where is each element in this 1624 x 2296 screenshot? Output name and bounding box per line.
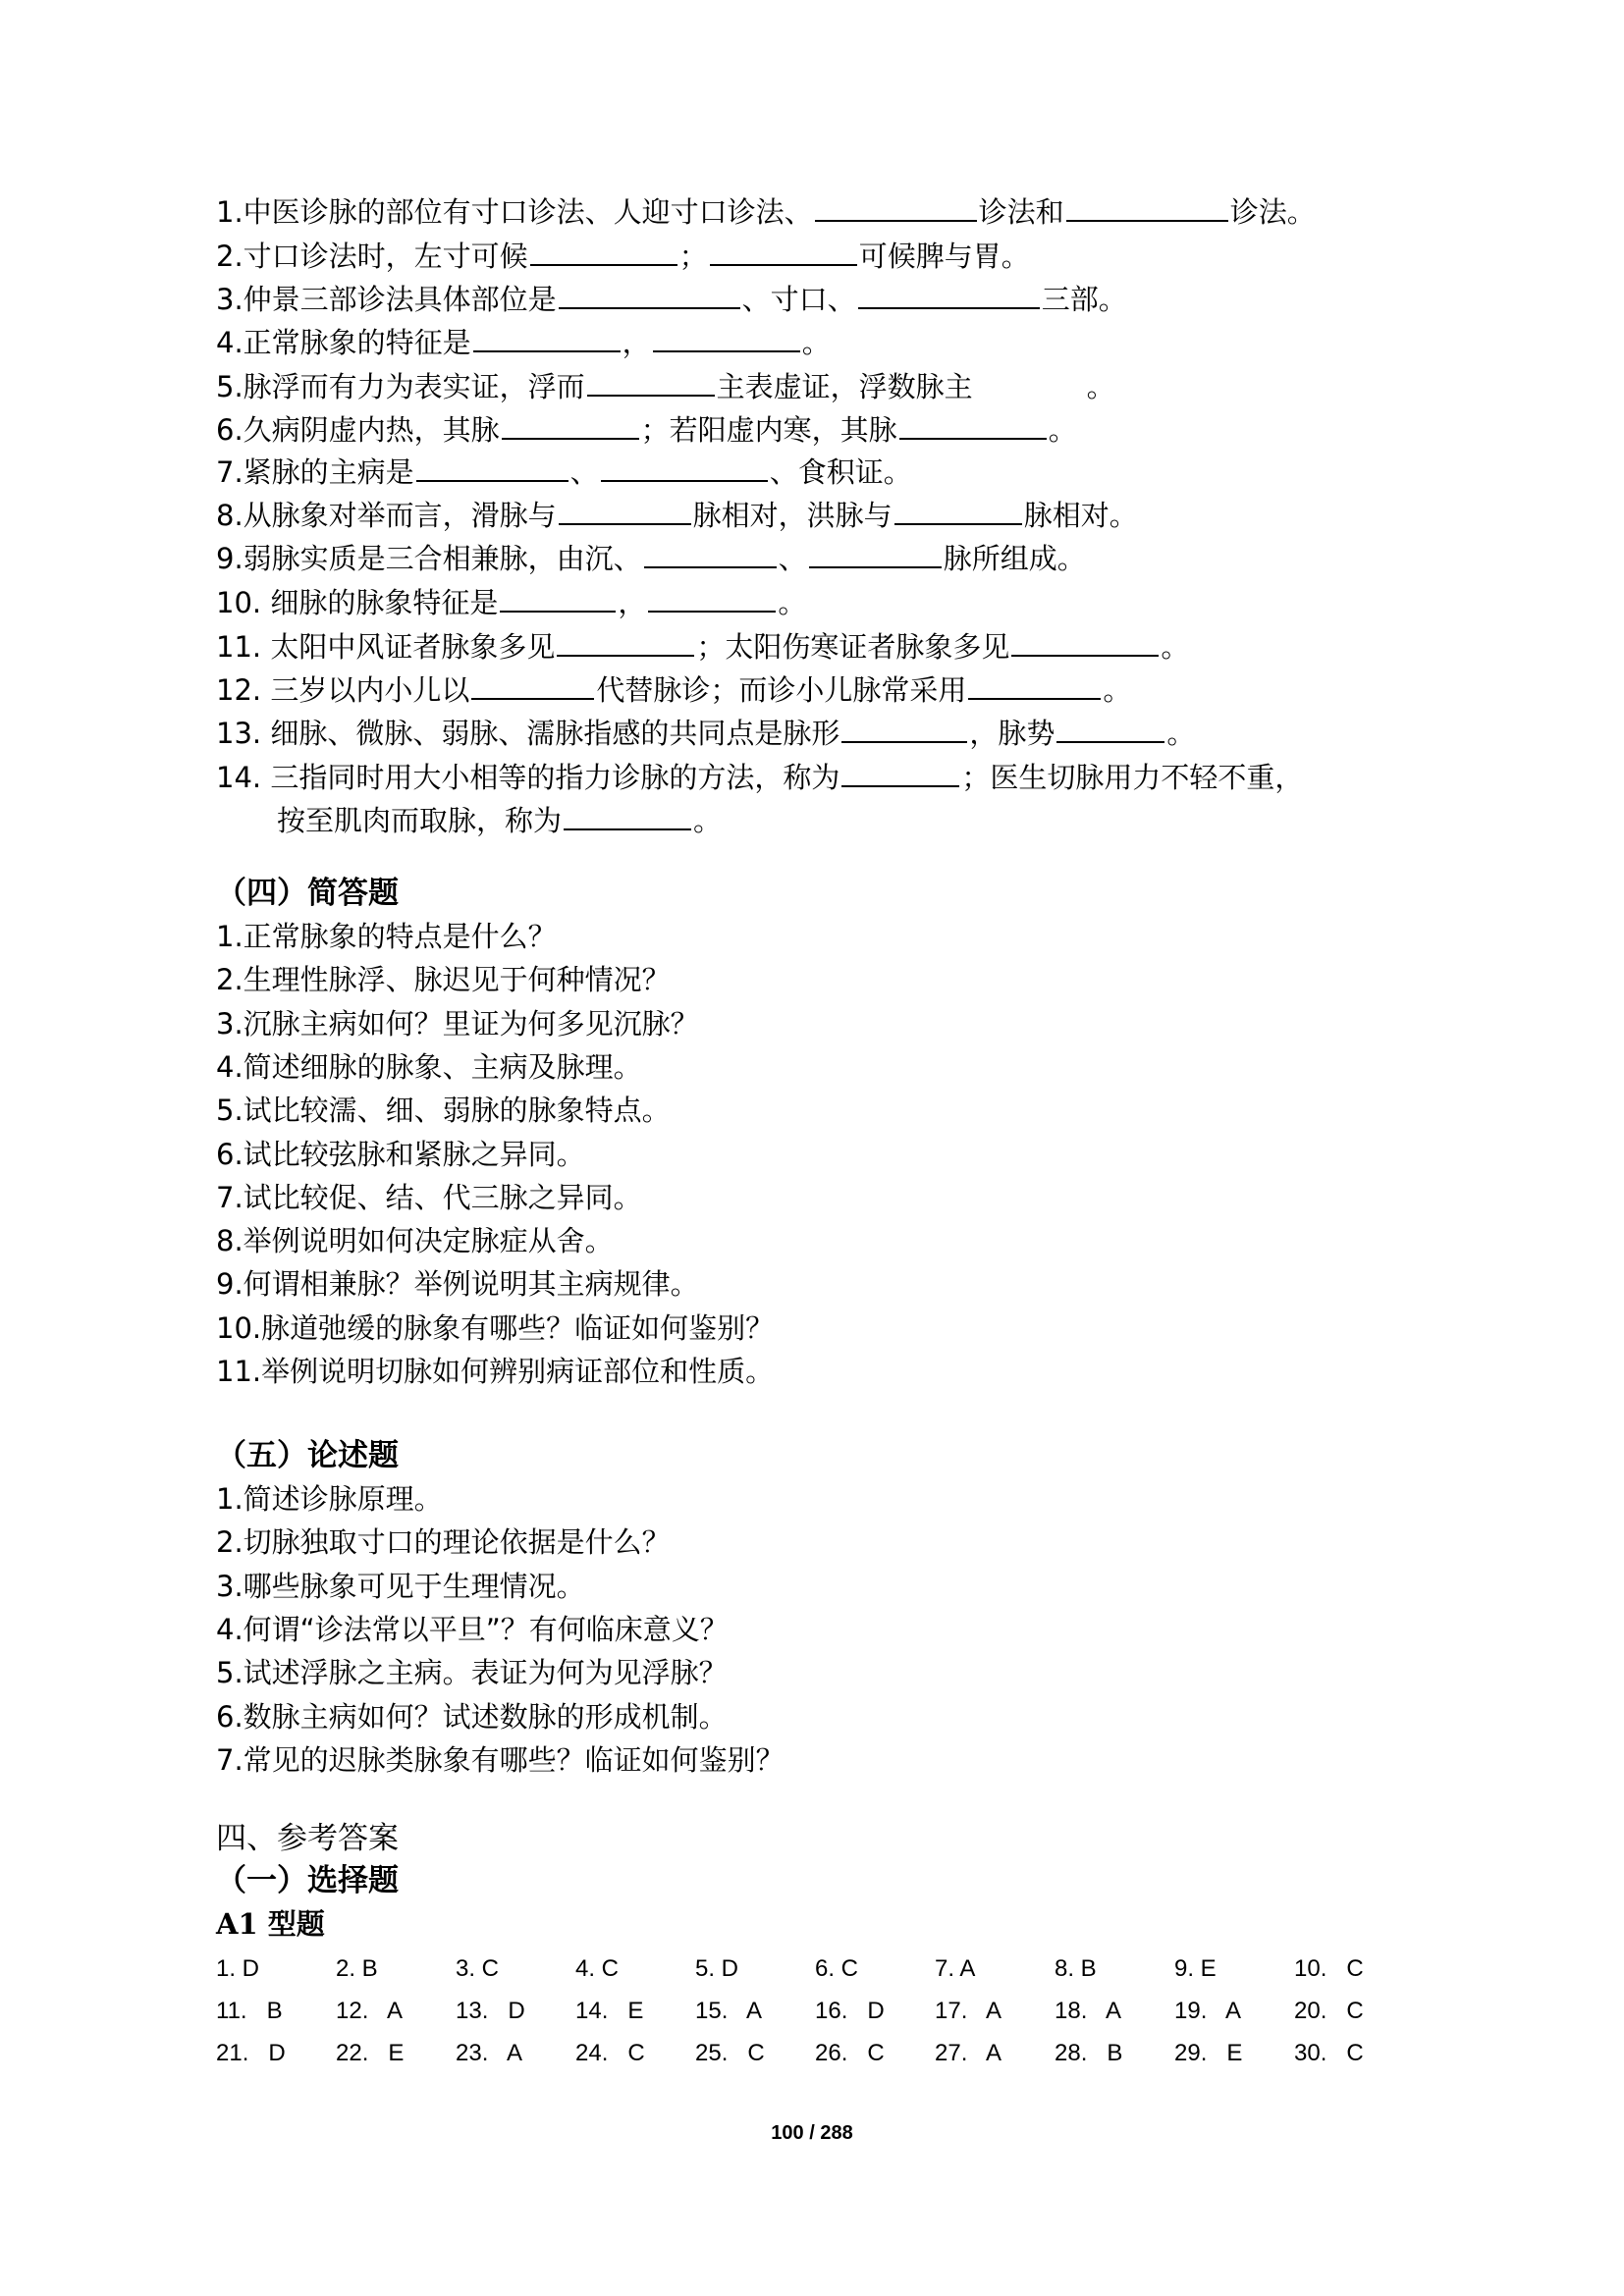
- question-text: 诊法。: [1229, 195, 1316, 229]
- answer-blank: [471, 668, 594, 700]
- answer-blank: [559, 494, 691, 525]
- answer-item: 9. E: [1174, 1955, 1217, 1982]
- answer-item: 8. B: [1055, 1955, 1097, 1982]
- answer-item: 5. D: [695, 1955, 739, 1982]
- answer-item: 12. A: [336, 1998, 404, 2024]
- question-text: 3.仲景三部诊法具体部位是: [216, 283, 557, 316]
- answer-item: 3. C: [456, 1955, 500, 1982]
- question-text: 脉相对。: [1023, 499, 1138, 532]
- fill-blank-question: [216, 321, 831, 362]
- answer-blank: [710, 235, 857, 266]
- answer-item: 16. D: [815, 1998, 885, 2024]
- question-text: ，: [622, 326, 651, 359]
- question-text: 13. 细脉、微脉、弱脉、濡脉指感的共同点是脉形: [216, 717, 840, 750]
- fill-blank-question: [216, 365, 1115, 406]
- essay-item: 7.常见的迟脉类脉象有哪些？临证如何鉴别？: [216, 1742, 785, 1777]
- question-text: 12. 三岁以内小儿以: [216, 673, 470, 707]
- short-answer-heading: （四）简答题: [216, 876, 399, 911]
- question-text: 5.脉浮而有力为表实证，浮而: [216, 370, 585, 403]
- short-answer-item: 4.简述细脉的脉象、主病及脉理。: [216, 1049, 642, 1084]
- question-text: 。: [1103, 673, 1132, 707]
- answer-blank: [502, 408, 639, 440]
- answer-blank: [587, 365, 715, 397]
- answer-item: 21. D: [216, 2040, 286, 2066]
- question-text: 主表虚证，浮数脉主 。: [716, 370, 1115, 403]
- question-text: 代替脉诊；而诊小儿脉常采用: [596, 673, 967, 707]
- fill-blank-question: [216, 451, 912, 492]
- question-text: ，: [618, 586, 647, 619]
- answer-blank: [858, 278, 1040, 309]
- fill-blank-question: [216, 712, 1195, 753]
- question-text: 9.弱脉实质是三合相兼脉，由沉、: [216, 542, 642, 575]
- question-text: 诊法和: [978, 195, 1064, 229]
- question-text: 脉所组成。: [943, 542, 1086, 575]
- question-text: 按至肌肉而取脉，称为: [277, 804, 563, 837]
- answer-item: 26. C: [815, 2040, 885, 2066]
- answer-blank: [841, 756, 959, 787]
- short-answer-item: 7.试比较促、结、代三脉之异同。: [216, 1180, 642, 1214]
- answer-item: 30. C: [1294, 2040, 1364, 2066]
- essay-item: 6.数脉主病如何？试述数脉的形成机制。: [216, 1699, 728, 1734]
- answer-item: 27. A: [935, 2040, 1002, 2066]
- question-text: 、: [778, 542, 807, 575]
- short-answer-item: 11.举例说明切脉如何辨别病证部位和性质。: [216, 1355, 775, 1388]
- short-answer-item: 6.试比较弦脉和紧脉之异同。: [216, 1137, 585, 1171]
- answer-blank: [894, 494, 1022, 525]
- question-text: 8.从脉象对举而言，滑脉与: [216, 499, 557, 532]
- fill-blank-question: [216, 190, 1316, 232]
- answer-blank: [899, 408, 1047, 440]
- answer-blank: [653, 321, 800, 352]
- answer-item: 22. E: [336, 2040, 405, 2066]
- answer-item: 2. B: [336, 1955, 378, 1982]
- question-text: 可候脾与胃。: [858, 240, 1030, 273]
- answer-blank: [648, 581, 776, 613]
- question-text: 、食积证。: [769, 455, 912, 489]
- question-text: 三部。: [1041, 283, 1127, 316]
- answer-item: 19. A: [1174, 1998, 1242, 2024]
- answer-blank: [1011, 625, 1159, 657]
- question-text: 。: [801, 326, 831, 359]
- question-text: 10. 细脉的脉象特征是: [216, 586, 499, 619]
- answer-item: 4. C: [575, 1955, 620, 1982]
- short-answer-item: 1.正常脉象的特点是什么？: [216, 920, 557, 953]
- answer-item: 17. A: [935, 1998, 1002, 2024]
- answer-item: 25. C: [695, 2040, 765, 2066]
- answer-item: 28. B: [1055, 2040, 1123, 2066]
- answer-blank: [644, 537, 777, 568]
- question-text: 。: [1161, 630, 1190, 664]
- answer-item: 14. E: [575, 1998, 644, 2024]
- fill-blank-question: [216, 537, 1086, 578]
- question-text: 。: [778, 586, 807, 619]
- fill-blank-question: [216, 756, 1303, 797]
- answer-blank: [564, 799, 691, 830]
- page-number: 100 / 288: [771, 2122, 853, 2144]
- question-text: 、: [569, 455, 599, 489]
- answer-blank: [500, 581, 616, 613]
- answer-blank: [968, 668, 1101, 700]
- answer-blank: [809, 537, 942, 568]
- answer-blank: [530, 235, 677, 266]
- answer-blank: [1056, 712, 1164, 743]
- answer-item: 24. C: [575, 2040, 645, 2066]
- answer-blank: [601, 451, 768, 482]
- answer-item: 15. A: [695, 1998, 763, 2024]
- essay-item: 1.简述诊脉原理。: [216, 1482, 443, 1516]
- essay-item: 3.哪些脉象可见于生理情况。: [216, 1569, 585, 1603]
- question-text: ，脉势: [969, 717, 1056, 750]
- short-answer-item: 10.脉道弛缓的脉象有哪些？临证如何鉴别？: [216, 1310, 775, 1345]
- fill-blank-question: [216, 408, 1077, 450]
- answer-item: 23. A: [456, 2040, 523, 2066]
- answer-item: 29. E: [1174, 2040, 1243, 2066]
- answer-item: 1. D: [216, 1955, 260, 1982]
- question-text: 。: [1048, 413, 1077, 447]
- answer-item: 13. D: [456, 1998, 525, 2024]
- question-text: 14. 三指同时用大小相等的指力诊脉的方法，称为: [216, 761, 840, 794]
- answer-item: 20. C: [1294, 1998, 1364, 2024]
- answer-blank: [473, 321, 621, 352]
- question-text: ；: [678, 240, 708, 273]
- question-text: 脉相对，洪脉与: [692, 499, 893, 532]
- essay-item: 4.何谓“诊法常以平旦”？有何临床意义？: [216, 1612, 729, 1646]
- short-answer-item: 9.何谓相兼脉？举例说明其主病规律。: [216, 1267, 699, 1302]
- answer-blank: [416, 451, 568, 482]
- short-answer-item: 5.试比较濡、细、弱脉的脉象特点。: [216, 1094, 671, 1128]
- answer-item: 6. C: [815, 1955, 859, 1982]
- answers-heading: 四、参考答案: [216, 1821, 399, 1856]
- question-text: 、寸口、: [741, 283, 856, 316]
- question-text: 2.寸口诊法时，左寸可候: [216, 240, 528, 273]
- answer-blank: [557, 625, 694, 657]
- essay-heading: （五）论述题: [216, 1438, 399, 1473]
- question-text: ；医生切脉用力不轻不重，: [961, 761, 1304, 794]
- question-text: 4.正常脉象的特征是: [216, 326, 471, 359]
- question-text: ；太阳伤寒证者脉象多见: [696, 630, 1010, 664]
- question-text: 11. 太阳中风证者脉象多见: [216, 630, 556, 664]
- answer-blank: [559, 278, 740, 309]
- question-text: 6.久病阴虚内热，其脉: [216, 413, 500, 447]
- fill-blank-question: [216, 625, 1189, 667]
- answer-item: 7. A: [935, 1955, 976, 1982]
- short-answer-item: 2.生理性脉浮、脉迟见于何种情况？: [216, 963, 671, 997]
- answer-item: 18. A: [1055, 1998, 1122, 2024]
- answer-blank: [815, 190, 977, 222]
- fill-blank-question: [216, 235, 1030, 276]
- essay-item: 5.试述浮脉之主病。表证为何为见浮脉？: [216, 1656, 728, 1690]
- answer-blank: [841, 712, 967, 743]
- answers-subheading: （一）选择题: [216, 1863, 399, 1898]
- fill-blank-question: [277, 799, 722, 840]
- answer-blank: [1066, 190, 1228, 222]
- answer-item: 10. C: [1294, 1955, 1364, 1982]
- fill-blank-question: [216, 278, 1127, 319]
- answer-item: 11. B: [216, 1998, 283, 2024]
- essay-item: 2.切脉独取寸口的理论依据是什么？: [216, 1525, 671, 1560]
- question-text: ；若阳虚内寒，其脉: [640, 413, 897, 447]
- fill-blank-question: [216, 668, 1131, 710]
- question-text: 1.中医诊脉的部位有寸口诊法、人迎寸口诊法、: [216, 195, 813, 229]
- short-answer-item: 3.沉脉主病如何？里证为何多见沉脉？: [216, 1006, 699, 1041]
- fill-blank-question: [216, 581, 806, 622]
- question-text: 7.紧脉的主病是: [216, 455, 414, 489]
- question-text: 。: [1166, 717, 1196, 750]
- answers-type-heading: A1 型题: [216, 1907, 325, 1941]
- question-text: 。: [693, 804, 723, 837]
- fill-blank-question: [216, 494, 1138, 535]
- short-answer-item: 8.举例说明如何决定脉症从舍。: [216, 1224, 614, 1258]
